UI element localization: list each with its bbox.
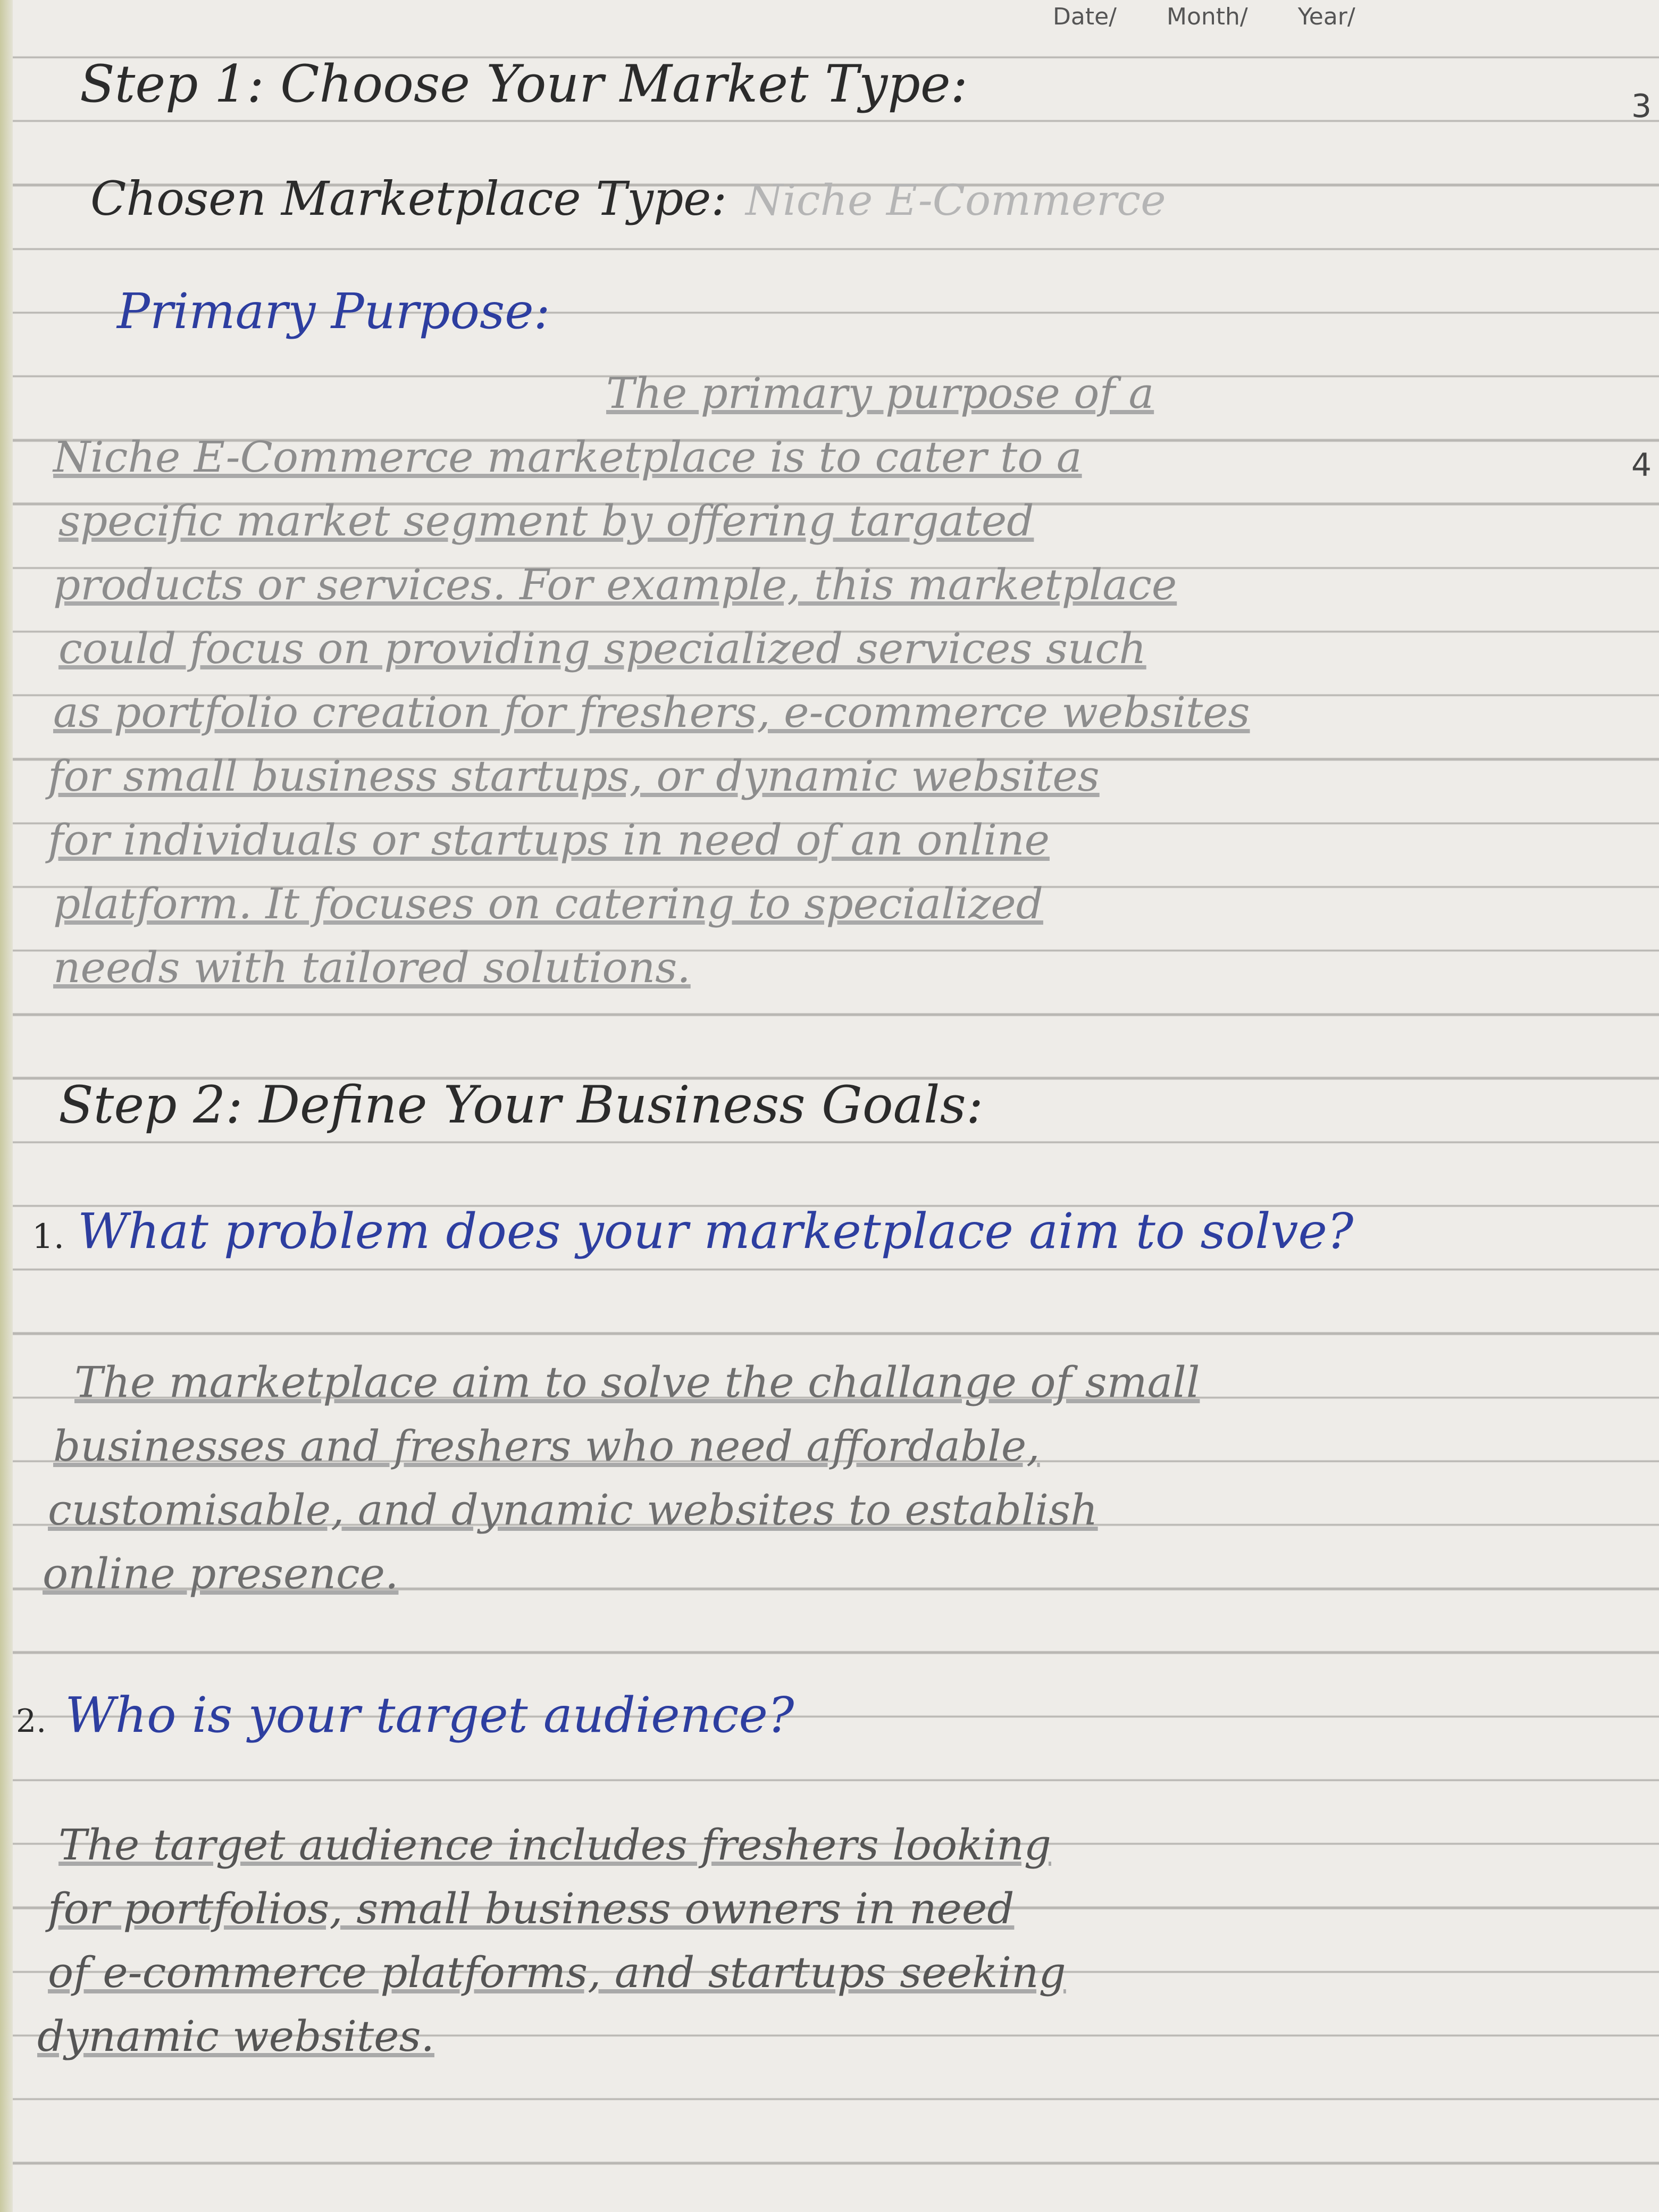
- chosen-type-label: Chosen Marketplace Type:: [90, 171, 727, 226]
- month-label: Month/: [1167, 3, 1248, 30]
- purpose-line: Niche E-Commerce marketplace is to cater to a: [53, 432, 1082, 482]
- answer-2-line: for portfolios, small business owners in need: [48, 1884, 1015, 1933]
- page-header: [1053, 3, 1398, 30]
- question-1-text: What problem does your marketplace aim to solve?: [78, 1203, 1354, 1260]
- purpose-line: The primary purpose of a: [606, 368, 1154, 418]
- chosen-type-row: [90, 171, 1166, 226]
- answer-1-line: businesses and freshers who need affordable,: [53, 1421, 1040, 1471]
- purpose-line: needs with tailored solutions.: [53, 943, 691, 992]
- purpose-line: for individuals or startups in need of an online: [48, 815, 1050, 865]
- answer-2-line: of e-commerce platforms, and startups seeking: [48, 1948, 1066, 1997]
- purpose-line: platform. It focuses on catering to specialized: [53, 879, 1043, 928]
- answer-2-line: The target audience includes freshers looking: [58, 1820, 1051, 1870]
- year-label: Year/: [1297, 3, 1355, 30]
- question-2-number: 2.: [16, 1703, 47, 1740]
- page-number-top: 3: [1631, 88, 1652, 125]
- purpose-line: as portfolio creation for freshers, e-commerce websites: [53, 688, 1250, 737]
- step2-title: Step 2: Define Your Business Goals:: [58, 1075, 984, 1135]
- purpose-line: for small business startups, or dynamic websites: [48, 751, 1100, 801]
- page-number-side: 4: [1631, 447, 1652, 484]
- answer-1-line: The marketplace aim to solve the challange of small: [74, 1358, 1200, 1407]
- purpose-line: specific market segment by offering targated: [58, 496, 1034, 546]
- chosen-type-value: Niche E-Commerce: [745, 175, 1166, 225]
- purpose-line: could focus on providing specialized services such: [58, 624, 1146, 673]
- question-2-text: Who is your target audience?: [65, 1687, 794, 1744]
- answer-1-line: customisable, and dynamic websites to establish: [48, 1485, 1098, 1535]
- purpose-line: products or services. For example, this marketplace: [53, 560, 1177, 609]
- answer-1-line: online presence.: [43, 1549, 399, 1598]
- date-label: Date/: [1053, 3, 1117, 30]
- answer-2-line: dynamic websites.: [37, 2012, 434, 2061]
- question-2: [16, 1687, 794, 1744]
- question-1-number: 1.: [32, 1217, 65, 1256]
- question-1: [32, 1203, 1354, 1260]
- page-binding: [0, 0, 13, 2212]
- primary-purpose-label: Primary Purpose:: [117, 283, 550, 340]
- step1-title: Step 1: Choose Your Market Type:: [80, 54, 968, 114]
